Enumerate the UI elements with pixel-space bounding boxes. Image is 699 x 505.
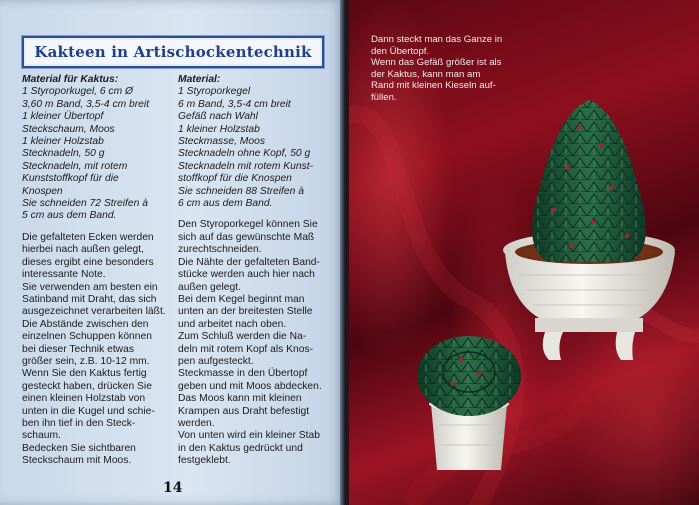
left-page (0, 0, 346, 505)
material-list-cone: 1 Styroporkegel 6 m Band, 3,5-4 cm breit Gefäß nach Wahl 1 kleiner Holzstab Steckmasse, Moos Stecknadeln ohne Kopf, 50 g Stecknadeln mit rotem Kunst- stoffkopf für die Knospen Sie schneiden 88 Streifen à 6 cm aus dem Band. (178, 86, 314, 210)
text-column-2 (178, 74, 336, 468)
material-heading-cactus: Material für Kaktus: (22, 74, 119, 85)
title-box (22, 36, 324, 68)
page-title: Kakteen in Artischockentechnik (34, 43, 312, 61)
text-column-1 (22, 74, 180, 468)
material-heading-cone: Material: (178, 74, 221, 85)
material-list-cactus: 1 Styroporkugel, 6 cm Ø 3,60 m Band, 3,5-4 cm breit 1 kleiner Übertopf Steckschaum, Moos 1 kleiner Holzstab Stecknadeln, 50 g Stecknadeln, mit rotem Kunststoffkopf für die Knospen Sie schneiden 72 Streifen à 5 cm aus dem Band. (22, 86, 150, 222)
instructions-cactus: Die gefalteten Ecken werden hierbei nach außen gelegt, dieses ergibt eine besonders interessante Note. Sie verwenden am besten ein Satinband mit Draht, das sich ausgezeichnet verarbeiten läßt. Die Abstände zwischen den einzelnen Schuppen können bei dieser Technik etwas größer sein, z.B. 10-12 mm. Wenn Sie den Kaktus fertig gesteckt haben, drücken Sie einen kleinen Holzstab von unten in die Kugel und schie- ben ihn tief in den Steck- schaum. Bedecken Sie sichtbaren Steckschaum mit Moos. (22, 231, 166, 467)
photo-caption: Dann steckt man das Ganze in den Übertopf. Wenn das Gefäß größer ist als der Kaktus, kann man am Rand mit kleinen Kieseln auf- füllen. (371, 34, 503, 103)
instructions-cone: Den Styroporkegel können Sie sich auf das gewünschte Maß zurechtschneiden. Die Nähte der gefalteten Band- stücke werden auch hier nach außen gelegt. Bei dem Kegel beginnt man unten an der breitesten Stelle und arbeitet nach oben. Zum Schluß werden die Na- deln mit rotem Kopf als Knos- pen aufgesteckt. Steckmasse in den Übertopf geben und mit Moos abdecken. Das Moos kann mit kleinen Krampen aus Draht befestigt werden. Von unten wird ein kleiner Stab in den Kaktus gedrückt und festgeklebt. (178, 219, 322, 467)
right-page-photo (349, 0, 699, 505)
page-number: 14 (163, 480, 183, 496)
